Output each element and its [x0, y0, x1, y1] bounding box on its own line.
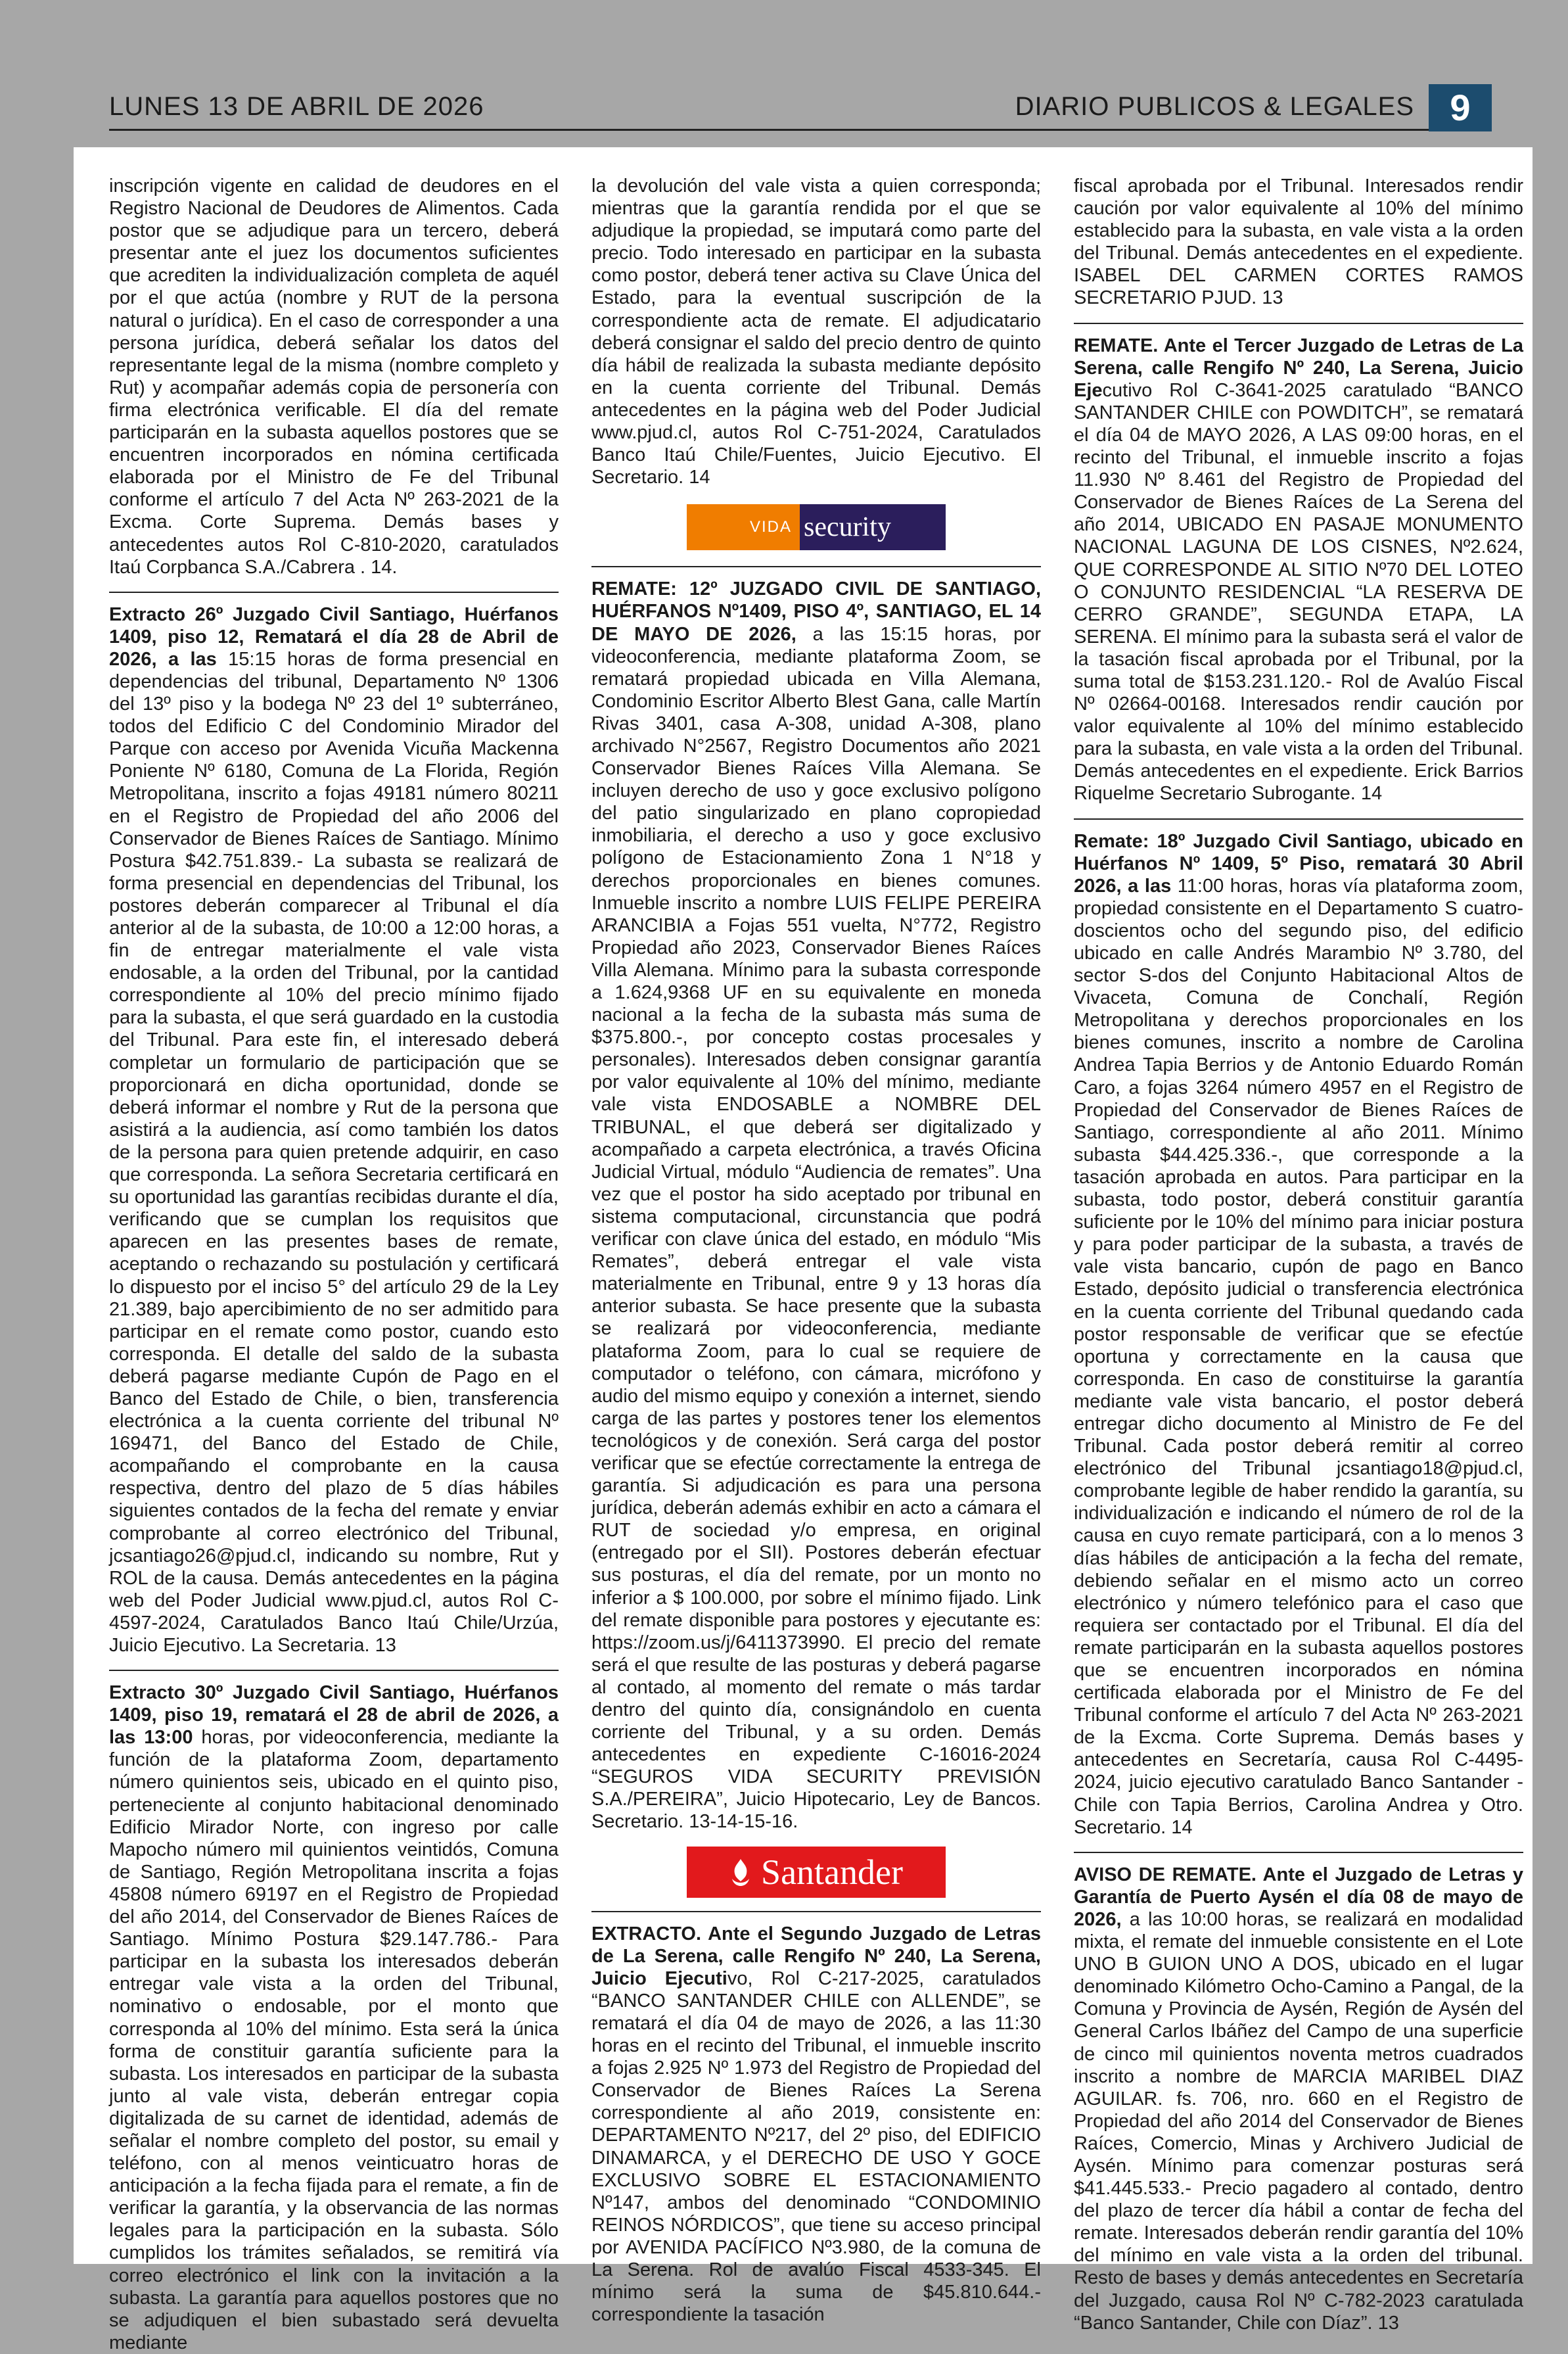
notice-heading: Extracto 30º Juzgado Civil Santiago, Huérfanos 1409, piso 19, rematará el 28 de abril de 2026, a las 13:00	[109, 1682, 559, 1749]
divider	[591, 1911, 1041, 1912]
notice-26-juzgado	[109, 603, 559, 1657]
notice-heading: Extracto 26º Juzgado Civil Santiago, Huérfanos 1409, piso 12, Rematará el día 28 de Abril de 2026, a las	[109, 603, 559, 670]
notice-text: 11:00 horas, horas vía plataforma zoom, propiedad consistente en el Departamento S cuatro-doscientos ocho del segundo piso, del edificio ubicado en calle Andrés Marambio Nº 3.780, del sector S-dos del Conjunto Habitacional Altos de Vivaceta, Comuna de Conchalí, Región Metropolitana y derechos proporcionales en los bienes comunes, inscrito a nombre de Carolina Andrea Tapia Berrios y de Antonio Eduardo Román Caro, a fojas 3264 número 4957 en el Registro de Propiedad del Conservador de Bienes Raíces de Santiago, correspondiente al año 2011. Mínimo subasta $44.425.336.-, que corresponde a la tasación aprobada en autos. Para participar en la subasta, todo postor, deberá constituir garantía suficiente por le 10% del mínimo para iniciar postura y para poder participar de la subasta, a través de vale vista bancario, cupón de pago en Banco Estado, depósito judicial o transferencia electrónica en la cuenta corriente del Tribunal quedando cada postor responsable de verificar que se efectúe oportuna y correctamente en la causa que corresponda. En caso de constituirse la garantía mediante vale vista bancario, el postor deberá entregar dicho documento al Ministro de Fe del Tribunal. Cada postor deberá remitir al correo electrónico del Tribunal jcsantiago18@pjud.cl, comprobante legible de haber rendido la garantía, su individualización e indicando el número de rol de la causa en cuyo remate participará, con a lo menos 3 días hábiles de anticipación a la fecha del remate, debiendo señalar en el mismo acto un correo electrónico y número telefónico para el caso que requiera ser contactado por el Tribunal. El día del remate participarán en la subasta aquellos postores que se encuentren incorporados en nómina certificada elaborada por el Ministro de Fe del Tribunal conforme el artículo 7 del Acta Nº 263-2021 de la Excma. Corte Suprema. Demás bases y antecedentes en Secretaría, causa Rol C-4495-2024, juicio ejecutivo caratulado Banco Santander - Chile con Tapia Berrios, Carolina Andrea y Otro. Secretario. 14	[1074, 875, 1523, 1838]
header-title: DIARIO PUBLICOS & LEGALES	[1015, 92, 1414, 121]
divider	[1074, 323, 1523, 324]
notice-2-juzgado-serena	[591, 1923, 1041, 2326]
notice-heading: REMATE: 12º JUZGADO CIVIL DE SANTIAGO, HUÉRFANOS Nº1409, PISO 4º, SANTIAGO, EL 14 DE MAYO DE 2026,	[591, 578, 1041, 645]
page-header	[109, 84, 1492, 131]
column-1	[109, 175, 559, 2354]
notice-text: cutivo Rol C-3641-2025 caratulado “BANCO SANTANDER CHILE con POWDITCH”, se rematará el día 04 de MAYO 2026, A LAS 09:00 horas, en el recinto del Tribunal, el inmueble inscrito a fojas 11.930 Nº 8.461 del Registro de Propiedad del Conservador de Bienes Raíces de La Serena del año 2014, UBICADO EN PASAJE MONUMENTO NACIONAL LAGUNA DE LOS CISNES, Nº2.624, QUE CORRESPONDE AL SITIO Nº70 DEL LOTEO O CONJUNTO RESIDENCIAL “LA RESERVA DE CERRO GRANDE”, SEGUNDA ETAPA, LA SERENA. El mínimo para la subasta será el valor de la tasación fiscal aprobada por el Tribunal, por la suma total de $153.231.120.- Rol de Avalúo Fiscal Nº 02664-00168. Interesados rendir caución por valor equivalente al 10% del mínimo establecido para la subasta, en vale vista a la orden del Tribunal. Demás antecedentes en el expediente. Erick Barrios Riquelme Secretario Subrogante. 14	[1074, 379, 1523, 805]
divider	[109, 1670, 559, 1671]
notice-text: fiscal aprobada por el Tribunal. Interesados rendir caución por valor equivalente al 10% del mínimo establecido para la subasta, en vale vista a la orden del Tribunal. Demás antecedentes en el expediente. ISABEL DEL CARMEN CORTES RAMOS SECRETARIO PJUD. 13	[1074, 176, 1523, 309]
page-number: 9	[1429, 84, 1492, 131]
page-body	[74, 147, 1533, 2353]
notice-3-juzgado-serena	[1074, 335, 1523, 805]
vida-label: VIDA	[687, 504, 800, 550]
notice-30-juzgado	[109, 1682, 559, 2354]
notice-text: horas, por videoconferencia, mediante la función de la plataforma Zoom, departamento número quinientos seis, ubicado en el quinto piso, perteneciente al conjunto habitacional denominado Edificio Mirador Norte, con ingreso por calle Mapocho número mil quinientos veintidós, Comuna de Santiago, Región Metropolitana inscrita a fojas 45808 número 69197 en el Registro de Propiedad del año 2014, del Conservador de Bienes Raíces de Santiago. Mínimo Postura $29.147.786.- Para participar en la subasta los interesados deberán entregar vale vista a la orden del Tribunal, nominativo o endosable, por el monto que corresponda al 10% del mínimo. Esta será la única forma de constituir garantía suficiente para la subasta. Los interesados en participar de la subasta junto al vale vista, deberán entregar copia digitalizada de su carnet de identidad, además de señalar el nombre completo del postor, su email y teléfono, con al menos veinticuatro horas de anticipación a la fecha fijada para el remate, a fin de verificar la garantía, y la observancia de las normas legales para la participación en la subasta. Sólo cumplidos los trámites señalados, se remitirá vía correo electrónico el link con la invitación a la subasta. La garantía para aquellos postores que no se adjudiquen el bien subastado será devuelta mediante	[109, 1727, 559, 2353]
notice-text: inscripción vigente en calidad de deudores en el Registro Nacional de Deudores de Alimentos. Cada postor que se adjudique para un tercero, deberá presentar ante el juez los documentos suficientes que acrediten la individualización completa de aquél por el que actúa (nombre y RUT de la persona natural o jurídica). En el caso de corresponder a una persona jurídica, deberá señalar los datos del representante legal de la misma (nombre completo y Rut) y acompañar además copia de personería con firma electrónica verificable. El día del remate participarán en la subasta aquellos postores que se encuentren incorporados en nómina certificada elaborada por el Ministro de Fe del Tribunal conforme el artículo 7 del Acta Nº 263-2021 de la Excma. Corte Suprema. Demás bases y antecedentes autos Rol C-810-2020, caratulados Itaú Corpbanca S.A./Cabrera . 14.	[109, 176, 559, 578]
divider	[1074, 818, 1523, 820]
divider	[1074, 1852, 1523, 1853]
santander-logo	[687, 1847, 946, 1898]
divider	[591, 566, 1041, 567]
security-label: security	[800, 504, 946, 550]
notice-heading: REMATE. Ante el Tercer Juzgado de Letras de La Serena, calle Rengifo Nº 240, La Serena, Juicio Eje	[1074, 335, 1523, 401]
vida-security-ad	[591, 503, 1041, 552]
santander-label: Santander	[761, 1852, 903, 1892]
notice-text: a las 10:00 horas, se realizará en modalidad mixta, el remate del inmueble consistente en el Lote UNO B GUION UNO A DOS, ubicado en el lugar denominado Kilómetro Ocho-Camino a Pangal, de la Comuna y Provincia de Aysén, Región de Aysén del General Carlos Ibáñez del Campo de una superficie de cinco mil quinientos noventa metros cuadrados inscrito a nombre de MARCIA MARIBEL DIAZ AGUILAR. fs. 706, nro. 660 en el Registro de Propiedad del año 2014 del Conservador de Bienes Raíces, Comercio, Minas y Archivero Judicial de Aysén. Mínimo para comenzar posturas será $41.445.533.- Precio pagadero al contado, dentro del plazo de tercer día hábil a contar de fecha del remate. Interesados deberán rendir garantía del 10% del mínimo en vale vista a la orden del tribunal. Resto de bases y demás antecedentes en Secretaría del Juzgado, causa Rol Nº C-782-2023 caratulada “Banco Santander, Chile con Díaz”. 13	[1074, 1908, 1523, 2334]
notice-text: a las 15:15 horas, por videoconferencia, mediante plataforma Zoom, se rematará propiedad ubicada en Villa Alemana, Condominio Escritor Alberto Blest Gana, calle Martín Rivas 3401, casa A-308, unidad A-308, plano archivado N°2567, Registro Documentos año 2021 Conservador Bienes Raíces Villa Alemana. Se incluyen derecho de uso y goce exclusivo polígono del patio singularizado en plano copropiedad inmobiliaria, el derecho a uso y goce exclusivo polígono de Estacionamiento Zona 1 N°18 y derechos proporcionales en bienes comunes. Inmueble inscrito a nombre LUIS FELIPE PEREIRA ARANCIBIA a Fojas 551 vuelta, N°772, Registro Propiedad año 2023, Conservador Bienes Raíces Villa Alemana. Mínimo para la subasta corresponde a 1.624,9368 UF en su equivalente en moneda nacional a la fecha de la subasta más suma de $375.800.-, por concepto costas procesales y personales). Interesados deben consignar garantía por valor equivalente al 10% del mínimo, mediante vale vista ENDOSABLE a NOMBRE DEL TRIBUNAL, el que deberá ser digitalizado y acompañado a carpeta electrónica, a través Oficina Judicial Virtual, módulo “Audiencia de remates”. Una vez que el postor ha sido aceptado por tribunal en sistema computacional, circunstancia que podrá verificar con clave única del estado, en módulo “Mis Remates”, deberá entregar el vale vista materialmente en Tribunal, entre 9 y 13 horas día anterior subasta. Se hace presente que la subasta se realizará por videoconferencia, mediante plataforma Zoom, para lo cual se requiere de computador o teléfono, con cámara, micrófono y audio del mismo equipo y conexión a internet, siendo carga de las partes y postores tener los elementos tecnológicos y de conexión. Será carga del postor verificar que se efectúe correctamente la entrega de garantía. Si adjudicación es para una persona jurídica, deberán además exhibir en acto a cámara el RUT de sociedad y/o empresa, en original (entregado por el SII). Postores deberán efectuar sus posturas, el día del remate, por un monto no inferior a $ 100.000, por sobre el mínimo fijado. Link del remate disponible para postores y ejecutante es: https://zoom.us/j/6411373990. El precio del remate será el que resulte de las posturas y deberá pagarse al contado, al momento del remate o más tardar dentro del quinto día, consignándolo en cuenta corriente del Tribunal, y a su orden. Demás antecedentes en expediente C-16016-2024 “SEGUROS VIDA SECURITY PREVISIÓN S.A./PEREIRA”, Juicio Hipotecario, Ley de Bancos. Secretario. 13-14-15-16.	[591, 623, 1042, 1833]
column-2	[591, 175, 1041, 2326]
notice-puerto-aysen	[1074, 1864, 1523, 2334]
notice-heading: AVISO DE REMATE. Ante el Juzgado de Letras y Garantía de Puerto Aysén el día 08 de mayo de 2026,	[1074, 1864, 1523, 1930]
notice-text: 15:15 horas de forma presencial en dependencias del tribunal, Departamento Nº 1306 del 13º piso y la bodega Nº 23 del 1º subterráneo, todos del Edificio C del Condominio Mirador del Parque con acceso por Avenida Vicuña Mackenna Poniente Nº 6180, Comuna de La Florida, Región Metropolitana, inscrito a fojas 49181 número 80211 en el Registro de Propiedad del año 2006 del Conservador de Bienes Raíces de Santiago. Mínimo Postura $42.751.839.- La subasta se realizará de forma presencial en dependencias del Tribunal, los postores deberán comparecer al Tribunal el día anterior al de la subasta, de 10:00 a 12:00 horas, a fin de entregar materialmente el vale vista endosable, a la orden del Tribunal, por la cantidad correspondiente al 10% del precio mínimo fijado para la subasta, el que será guardado en la custodia del Tribunal. Para este fin, el interesado deberá completar un formulario de participación que se proporcionará en dicha oportunidad, donde se deberá informar el nombre y Rut de la persona que asistirá a la audiencia, así como también los datos de la persona para quien pretende adquirir, en caso que corresponda. La señora Secretaria certificará en su oportunidad las garantías recibidas durante el día, verificando que se cumplan los requisitos que aparecen en las presentes bases de remate, aceptando o rechazando su postulación y certificará lo dispuesto por el inciso 5° del artículo 29 de la Ley 21.389, bajo apercibimiento de no ser admitido para participar en el remate como postor, cuando esto corresponda. El detalle del saldo de la subasta deberá pagarse mediante Cupón de Pago en el Banco del Estado de Chile, o bien, transferencia electrónica a la cuenta corriente del tribunal Nº 169471, del Banco del Estado de Chile, acompañando el comprobante en la causa respectiva, dentro del plazo de 5 días hábiles siguientes contados de la fecha del remate y enviar comprobante al correo electrónico del Tribunal, jcsantiago26@pjud.cl, indicando su nombre, Rut y ROL de la causa. Demás antecedentes en la página web del Poder Judicial www.pjud.cl, autos Rol C-4597-2024, Caratulados Banco Itaú Chile/Urzúa, Juicio Ejecutivo. La Secretaria. 13	[109, 648, 559, 1656]
notice-heading: EXTRACTO. Ante el Segundo Juzgado de Letras de La Serena, calle Rengifo Nº 240, La Serena, Juicio Ejecuti	[591, 1923, 1041, 1989]
divider	[109, 592, 559, 593]
flame-icon	[729, 1858, 752, 1887]
column-3	[1074, 175, 1523, 2334]
notice-12-juzgado	[591, 578, 1041, 1833]
santander-ad	[591, 1848, 1041, 1896]
header-date: LUNES 13 DE ABRIL DE 2026	[109, 92, 484, 121]
notice-heading: Remate: 18º Juzgado Civil Santiago, ubicado en Huérfanos Nº 1409, 5º Piso, rematará 30 Abril 2026, a las	[1074, 830, 1523, 897]
notice-text: la devolución del vale vista a quien corresponda; mientras que la garantía rendida por el que se adjudique la propiedad, se imputará como parte del precio. Todo interesado en participar en la subasta como postor, deberá tener activa su Clave Única del Estado, para la eventual suscripción de la correspondiente acta de remate. El adjudicatario deberá consignar el saldo del precio dentro de quinto día hábil de realizada la subasta mediante depósito en la cuenta corriente del Tribunal. Demás antecedentes en la página web del Poder Judicial www.pjud.cl, autos Rol C-751-2024, Caratulados Banco Itaú Chile/Fuentes, Juicio Ejecutivo. El Secretario. 14	[591, 176, 1041, 488]
notice-18-juzgado	[1074, 830, 1523, 1839]
vida-security-logo	[687, 504, 946, 550]
notice-text: vo, Rol C-217-2025, caratulados “BANCO SANTANDER CHILE con ALLENDE”, se rematará el día 04 de mayo de 2026, a las 11:30 horas en el recinto del Tribunal, el inmueble inscrito a fojas 2.925 Nº 1.973 del Registro de Propiedad del Conservador de Bienes Raíces La Serena correspondiente al año 2019, consistente en: DEPARTAMENTO Nº217, del 2º piso, del EDIFICIO DINAMARCA, y el DERECHO DE USO Y GOCE EXCLUSIVO SOBRE EL ESTACIONAMIENTO Nº147, ambos del denominado “CONDOMINIO REINOS NÓRDICOS”, que tiene su acceso principal por AVENIDA PACÍFICO Nº3.980, de la comuna de La Serena. Rol de avalúo Fiscal 4533-345. El mínimo será la suma de $45.810.644.- correspondiente la tasación	[591, 1967, 1041, 2326]
